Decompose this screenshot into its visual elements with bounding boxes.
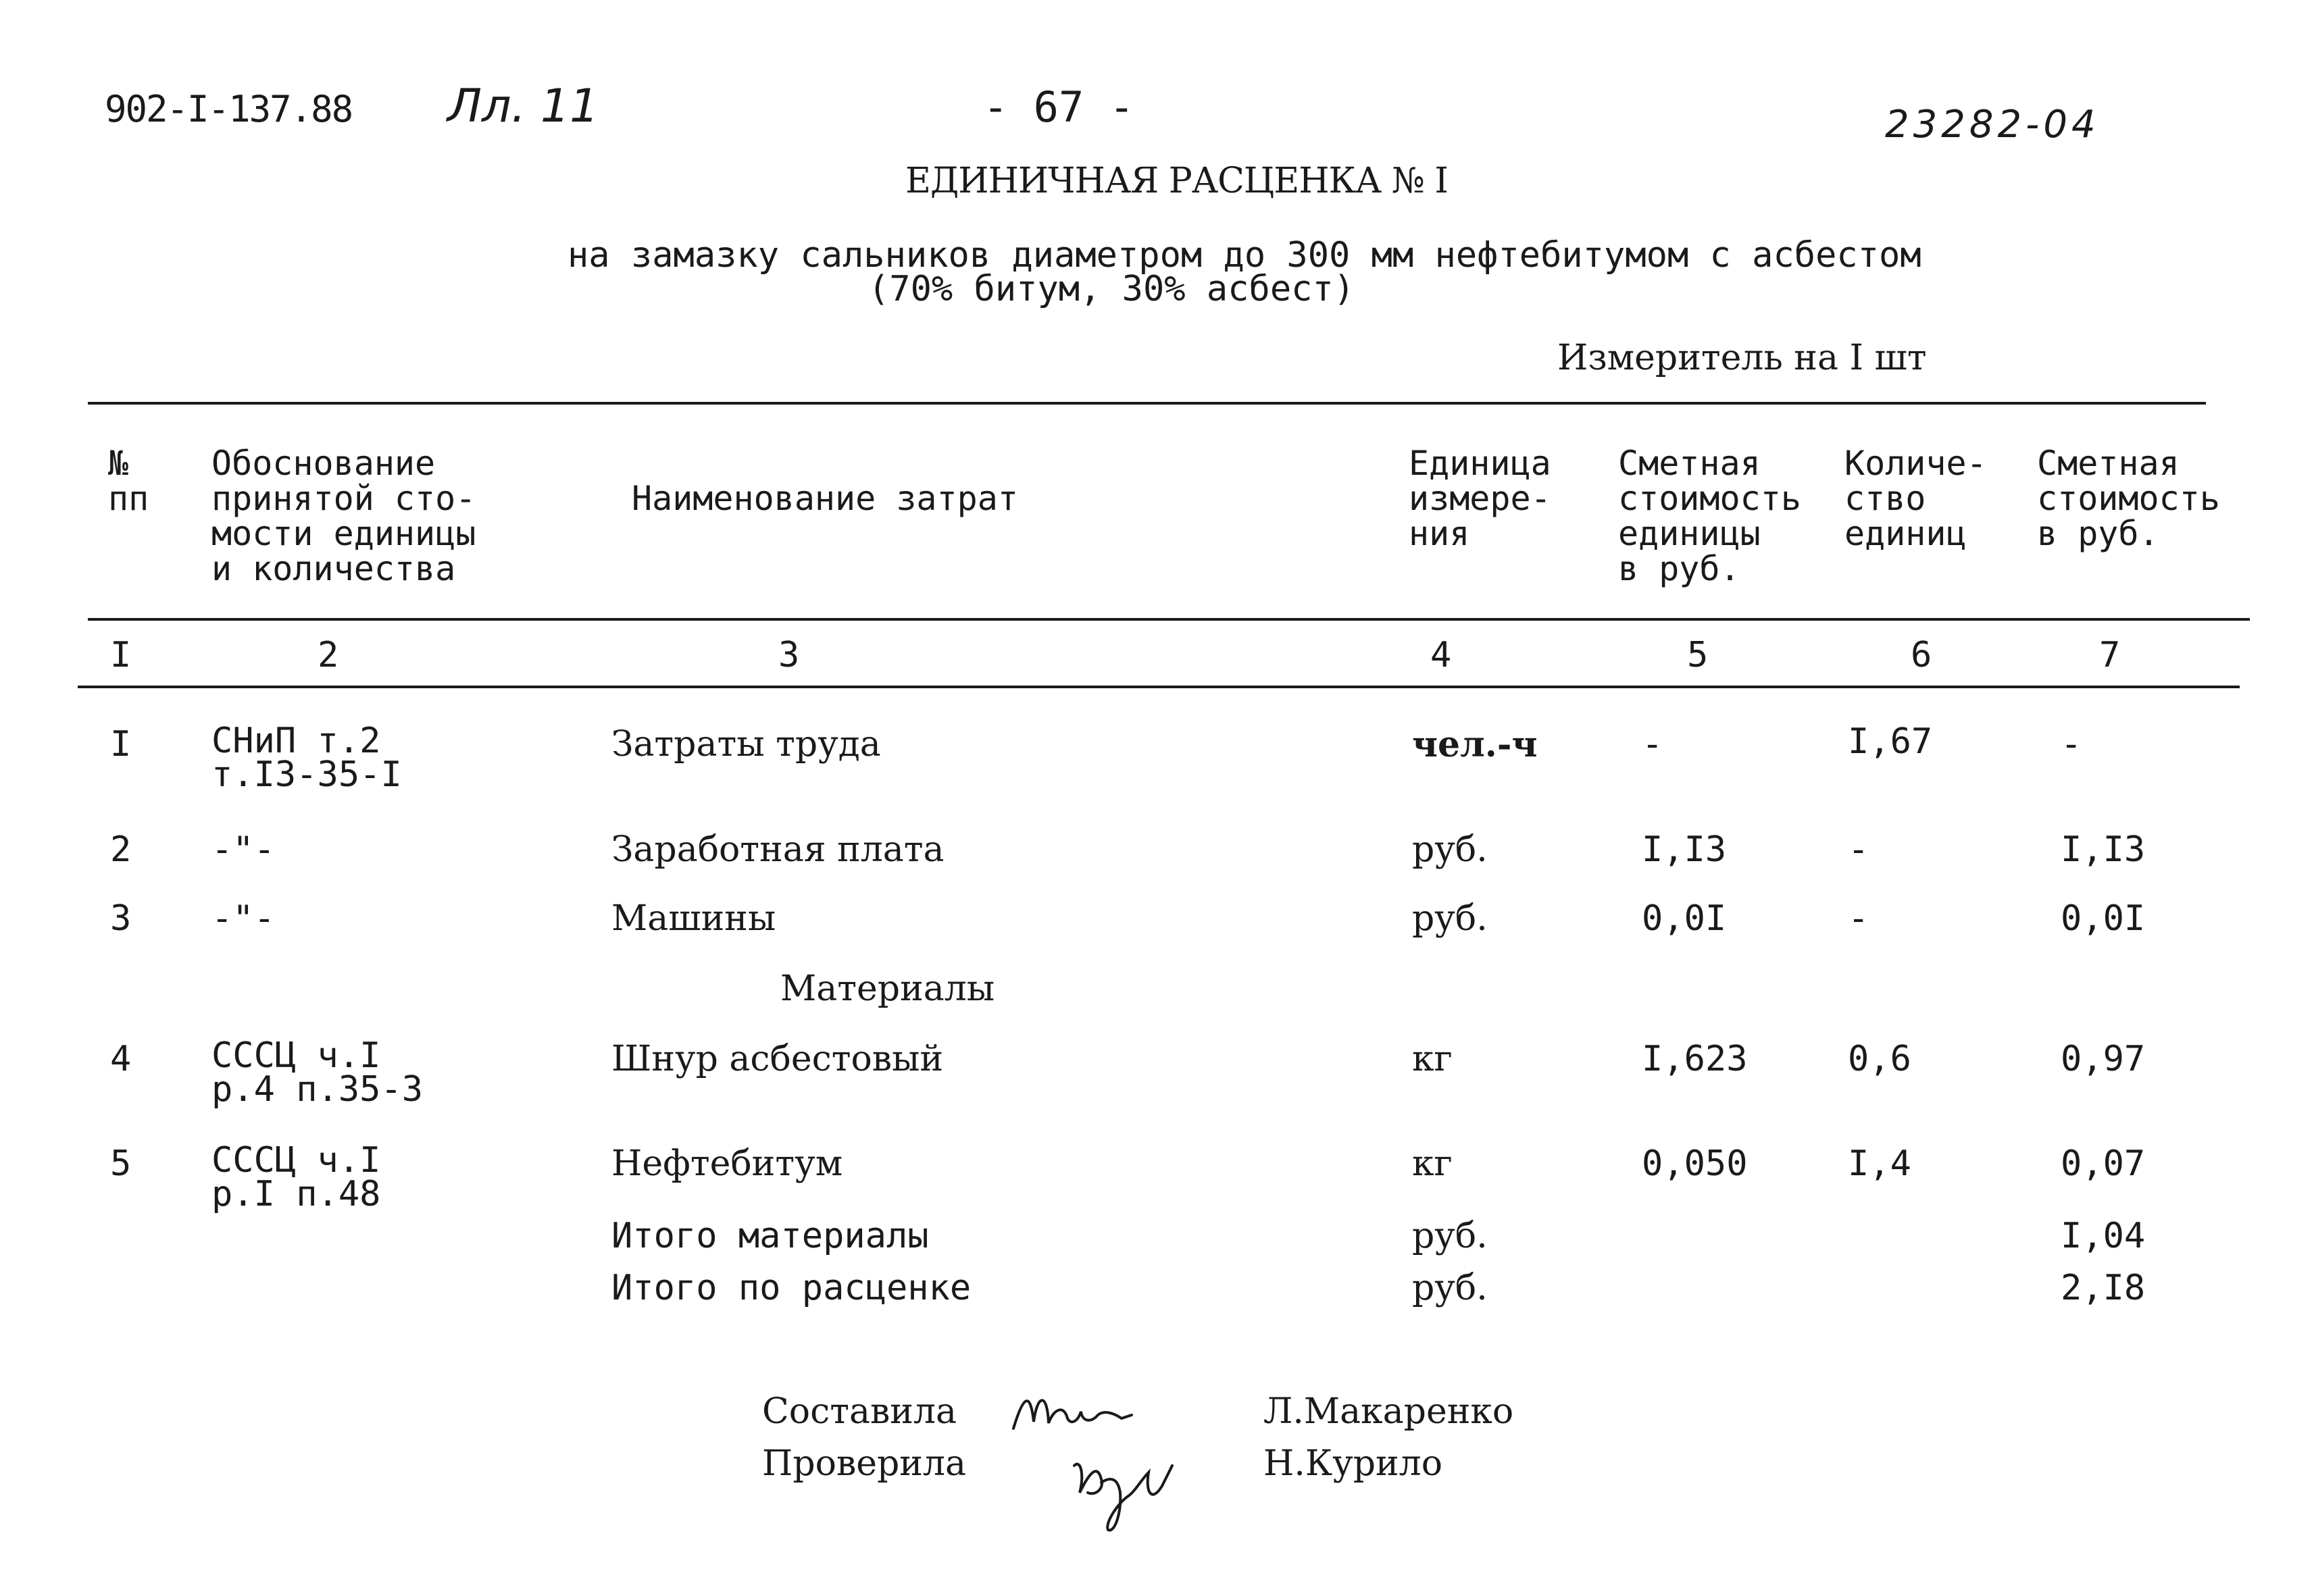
column-number: 7 — [2099, 635, 2121, 675]
inventory-number: 23282-04 — [1885, 103, 2100, 147]
row-num: I — [110, 724, 132, 765]
row-unit: кг — [1412, 1143, 1453, 1184]
column-number: 4 — [1430, 635, 1452, 675]
row-num: 5 — [110, 1143, 132, 1184]
header-num: № пп — [108, 444, 149, 518]
row-quantity: 0,6 — [1848, 1039, 1911, 1079]
compiled-by-label: Составила — [762, 1391, 957, 1432]
header-cost-name: Наименование затрат — [632, 479, 1018, 518]
row-total: 0,0I — [2061, 898, 2146, 939]
row-quantity: - — [1848, 898, 1869, 939]
row-unit: руб. — [1412, 898, 1488, 939]
row-num: 2 — [110, 829, 132, 870]
sheet-number: Лл. 11 — [447, 80, 599, 133]
row-unit: кг — [1412, 1039, 1453, 1079]
row-basis: СССЦ ч.I р.4 п.35-3 — [211, 1035, 424, 1110]
column-numbers-rule — [78, 686, 2240, 688]
row-unit-cost: 0,0I — [1642, 898, 1727, 939]
subtitle-line-1: на замазку сальников диаметром до 300 мм нефтебитумом с асбестом — [568, 235, 1921, 276]
column-number: 3 — [778, 635, 800, 675]
row-basis: СССЦ ч.I р.I п.48 — [211, 1140, 381, 1214]
row-basis: СНиП т.2 т.I3-35-I — [211, 721, 402, 795]
header-bottom-rule — [88, 618, 2250, 621]
total-value: 2,I8 — [2061, 1268, 2146, 1308]
header-unit: Единица измере- ния — [1409, 444, 1551, 553]
row-quantity: I,67 — [1848, 721, 1933, 762]
section-materials: Материалы — [780, 969, 995, 1009]
row-quantity: - — [1848, 829, 1869, 870]
row-total: 0,97 — [2061, 1039, 2146, 1079]
row-unit-cost: I,I3 — [1642, 829, 1727, 870]
header-unit-cost: Сметная стоимость единицы в руб. — [1618, 444, 1801, 588]
row-name: Заработная плата — [611, 829, 945, 870]
row-total: 0,07 — [2061, 1143, 2146, 1184]
header-quantity: Количе- ство единиц — [1844, 444, 1987, 553]
row-basis: -"- — [211, 829, 275, 870]
row-unit-cost: - — [1642, 724, 1663, 765]
row-name: Машины — [611, 898, 776, 939]
total-name: Итого по расценке — [611, 1268, 972, 1308]
document-code: 902-I-137.88 — [105, 88, 353, 130]
row-total: - — [2061, 724, 2082, 765]
compiled-signature-icon — [1007, 1381, 1142, 1442]
column-number: 2 — [318, 635, 339, 675]
row-name: Шнур асбестовый — [611, 1039, 944, 1079]
column-number: I — [110, 635, 132, 675]
row-num: 4 — [110, 1039, 132, 1079]
row-name: Нефтебитум — [611, 1143, 843, 1184]
column-number: 6 — [1911, 635, 1932, 675]
header-total-cost: Сметная стоимость в руб. — [2037, 444, 2220, 553]
subtitle-line-2: (70% битум, 30% асбест) — [868, 269, 1355, 309]
row-num: 3 — [110, 898, 132, 939]
row-quantity: I,4 — [1848, 1143, 1911, 1184]
row-unit: руб. — [1412, 829, 1488, 870]
header-basis: Обоснование принятой сто- мости единицы и количества — [211, 444, 476, 588]
total-unit: руб. — [1412, 1216, 1488, 1256]
total-value: I,04 — [2061, 1216, 2146, 1256]
row-basis: -"- — [211, 898, 275, 939]
page-number: - 67 - — [983, 82, 1134, 132]
table-top-rule — [88, 402, 2206, 405]
document-title: ЕДИНИЧНАЯ РАСЦЕНКА № I — [905, 161, 1448, 201]
checked-by-name: Н.Курило — [1263, 1443, 1443, 1484]
checked-by-label: Проверила — [762, 1443, 966, 1484]
row-total: I,I3 — [2061, 829, 2146, 870]
checked-signature-icon — [1061, 1439, 1189, 1540]
row-unit: чел.-ч — [1412, 724, 1538, 765]
compiled-by-name: Л.Макаренко — [1263, 1391, 1514, 1432]
total-name: Итого материалы — [611, 1216, 929, 1256]
row-name: Затраты труда — [611, 724, 881, 765]
row-unit-cost: 0,050 — [1642, 1143, 1748, 1184]
row-unit-cost: I,623 — [1642, 1039, 1748, 1079]
total-unit: руб. — [1412, 1268, 1488, 1308]
measure-unit: Измеритель на I шт — [1557, 338, 1927, 378]
column-number: 5 — [1687, 635, 1709, 675]
